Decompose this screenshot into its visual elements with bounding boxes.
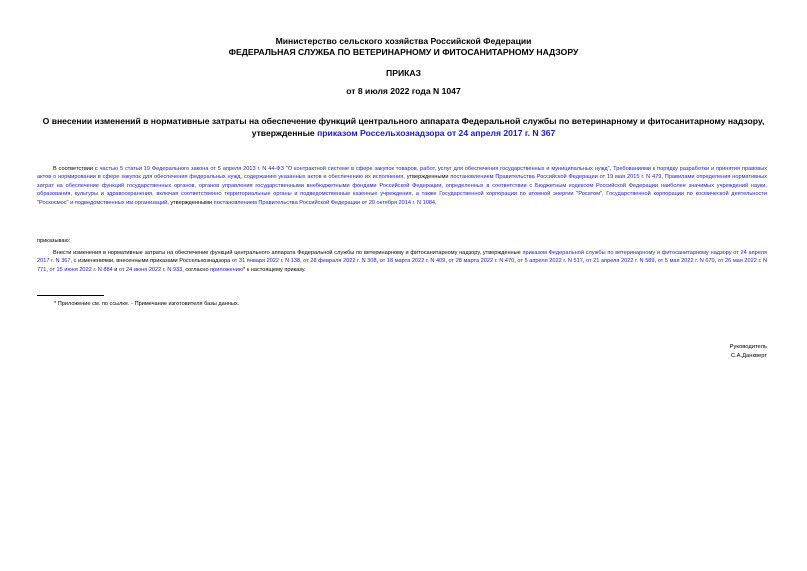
- body-link[interactable]: от 15 июня 2022 г. N 884: [49, 266, 113, 273]
- preamble-paragraph: [37, 165, 767, 207]
- body-text: ,: [300, 258, 304, 265]
- preamble-text: ,: [609, 166, 614, 172]
- document-date-number: от 8 июля 2022 года N 1047: [346, 86, 461, 96]
- order-word: приказываю:: [37, 238, 71, 244]
- body-text: ,: [514, 258, 518, 265]
- body-link[interactable]: от 5 апреля 2022 г. N 517: [517, 258, 583, 265]
- body-text: , согласно: [182, 266, 211, 273]
- body-text: ,: [376, 258, 380, 265]
- preamble-text: ,: [435, 199, 437, 206]
- preamble-link[interactable]: Правилами определения нормативных затрат на обеспечение функций государственных органов, органов управления государственными внебюджетными фондами Российской Федерации, определенных в соответствии с Бюджетным кодексом Российской Федерации наиболее значимых учреждений науки, образования, культуры и здравоохранения, включая соответственно территориальные органы и подведомственные казенные учреждения, а также Государственной корпорации по атомной энергии "Росатом", Государственной корпорации по космической деятельности "Роскосмос" и подведомственных им организаций: [37, 174, 767, 206]
- body-link[interactable]: от 28 марта 2022 г. N 470: [448, 258, 515, 265]
- body-text: ,: [654, 258, 658, 265]
- footnote-separator: [37, 295, 104, 296]
- preamble-link[interactable]: Требованиями к порядку разработки и принятия правовых актов о нормировании в сфере закупок для обеспечения федеральных нужд, содержанию указанных актов и обеспечению их исполнения: [37, 166, 768, 181]
- service-name: ФЕДЕРАЛЬНАЯ СЛУЖБА ПО ВЕТЕРИНАРНОМУ И ФИТОСАНИТАРНОМУ НАДЗОРУ: [228, 47, 579, 57]
- preamble-link[interactable]: постановлением Правительства Российской Федерации от 19 мая 2015 г. N 479: [450, 174, 662, 181]
- ministry-name: Министерство сельского хозяйства Российской Федерации: [275, 36, 532, 46]
- footnote: * Приложение см. по ссылке. - Примечание изготовителя базы данных.: [54, 301, 240, 307]
- order-body-paragraph: [37, 249, 767, 274]
- body-link[interactable]: от 28 февраля 2022 г. N 308: [303, 258, 377, 265]
- signature-name: С.А.Данкверт: [730, 353, 767, 359]
- preamble-text: , утвержденными: [403, 174, 451, 181]
- body-link[interactable]: от 5 мая 2022 г. N 670: [657, 258, 715, 265]
- preamble-text: В соответствии с: [53, 166, 100, 172]
- body-text: ,: [445, 258, 449, 265]
- body-link[interactable]: от 18 марта 2022 г. N 409: [379, 258, 446, 265]
- body-text: ,: [714, 258, 718, 265]
- title-text: О внесении изменений в нормативные затраты на обеспечение функций центрального аппарата Федеральной службы по ветеринарному и фитосанитарному надзору, утвержденные: [42, 116, 765, 138]
- body-text: * к настоящему приказу.: [243, 266, 306, 273]
- preamble-link[interactable]: постановлением Правительства Российской Федерации от 20 октября 2014 г. N 1084: [213, 199, 436, 206]
- signature-position: Руководитель: [729, 344, 767, 350]
- body-link[interactable]: от 21 апреля 2022 г. N 589: [585, 258, 655, 265]
- title-link[interactable]: приказом Россельхознадзора от 24 апреля 2017 г. N 367: [317, 127, 556, 138]
- body-link[interactable]: от 26 мая 2022 г. N 771: [37, 258, 767, 273]
- document-type: ПРИКАЗ: [386, 68, 421, 78]
- body-text: Внести изменения в нормативные затраты на обеспечение функций центрального аппарата Федеральной службы по ветеринарному и фитосанитарному надзору, утвержденные: [53, 250, 523, 256]
- body-link[interactable]: от 31 января 2022 г. N 138: [231, 258, 301, 265]
- preamble-text: , утвержденными: [167, 199, 214, 206]
- appendix-link[interactable]: приложению: [210, 266, 244, 273]
- document-title: [40, 116, 767, 139]
- body-link[interactable]: от 24 июня 2022 г. N 933: [118, 266, 183, 273]
- preamble-link[interactable]: частью 5 статьи 19 Федерального закона от 5 апреля 2013 г. N 44-ФЗ "О контрактной системе в сфере закупок товаров, работ, услуг для обеспечения государственных и муниципальных нужд": [99, 166, 610, 172]
- body-text: ,: [46, 266, 50, 273]
- preamble-text: ,: [661, 174, 665, 181]
- body-text: ,: [582, 258, 586, 265]
- body-text: , с изменениями, внесенными приказами Россельхознадзора: [70, 258, 232, 265]
- body-link[interactable]: приказом Федеральной службы по ветеринарному и фитосанитарному надзору от 24 апреля 2017 г. N 367: [37, 250, 767, 265]
- body-text: и: [112, 266, 119, 273]
